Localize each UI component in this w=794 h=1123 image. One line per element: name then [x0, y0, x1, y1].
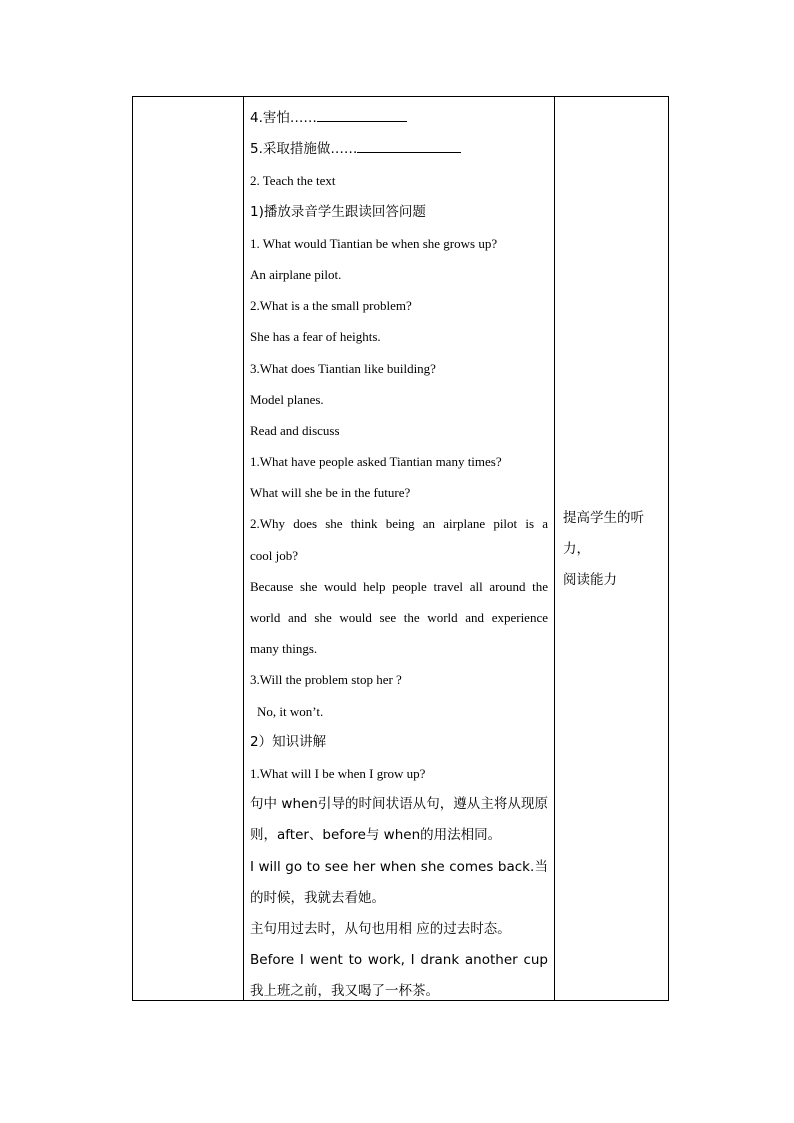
knowledge-rule-2: 主句用过去时，从句也用相 应的过去时态。: [250, 920, 511, 937]
step2-heading: 2）知识讲解: [250, 733, 327, 750]
listen-answer-2: She has a fear of heights.: [250, 329, 381, 345]
knowledge-rule-a: 句中 when引导的时间状语从句，遵从主将从现原: [250, 796, 548, 813]
listen-answer-3: Model planes.: [250, 391, 324, 407]
purpose-note-line-2: 阅读能力: [563, 572, 617, 588]
knowledge-sentence: 1.What will I be when I grow up?: [250, 765, 426, 781]
read-answer-3: No, it won’t.: [257, 703, 324, 719]
read-question-1a: 1.What have people asked Tiantian many times?: [250, 454, 502, 470]
listen-answer-1: An airplane pilot.: [250, 266, 342, 282]
purpose-cell: [555, 97, 668, 1000]
answer-blank[interactable]: [357, 138, 461, 153]
read-question-3: 3.Will the problem stop her ?: [250, 672, 402, 688]
read-question-1b: What will she be in the future?: [250, 485, 411, 501]
knowledge-example-1a: I will go to see her when she comes back.当: [250, 858, 548, 875]
answer-blank[interactable]: [317, 107, 407, 122]
listen-question-2: 2.What is a the small problem?: [250, 298, 412, 314]
vocab-item-4-text: 4.害怕……: [250, 110, 317, 126]
left-column-cell: [133, 97, 244, 1000]
lesson-plan-table: [132, 96, 669, 1001]
read-answer-2a: Because she would help people travel all around the: [250, 578, 548, 594]
read-discuss-heading: Read and discuss: [250, 422, 340, 438]
vocab-item-4: [250, 103, 548, 134]
knowledge-example-1b: 的时候，我就去看她。: [250, 889, 385, 906]
purpose-note: [563, 503, 668, 596]
vocab-item-5: [250, 134, 548, 165]
section-teach-heading: 2. Teach the text: [250, 173, 336, 189]
read-answer-2b: world and she would see the world and experience: [250, 610, 548, 625]
read-answer-2c: many things.: [250, 641, 318, 657]
step1-heading: 1)播放录音学生跟读回答问题: [250, 203, 426, 220]
knowledge-example-2b: 我上班之前，我又喝了一杯茶。: [250, 983, 439, 1000]
read-question-2b: cool job?: [250, 547, 299, 563]
knowledge-rule-b: 则，after、before与 when的用法相同。: [250, 827, 502, 844]
read-question-2a: 2.Why does she think being an airplane pilot is a: [250, 516, 548, 532]
knowledge-example-2a: Before I went to work, I drank another cup: [250, 952, 548, 969]
purpose-note-line-1: 提高学生的听力，: [563, 510, 644, 557]
teaching-steps-cell: [243, 97, 555, 1000]
vocab-item-5-text: 5.采取措施做……: [250, 141, 358, 158]
listen-question-1: 1. What would Tiantian be when she grows up?: [250, 235, 498, 251]
listen-question-3: 3.What does Tiantian like building?: [250, 360, 436, 376]
